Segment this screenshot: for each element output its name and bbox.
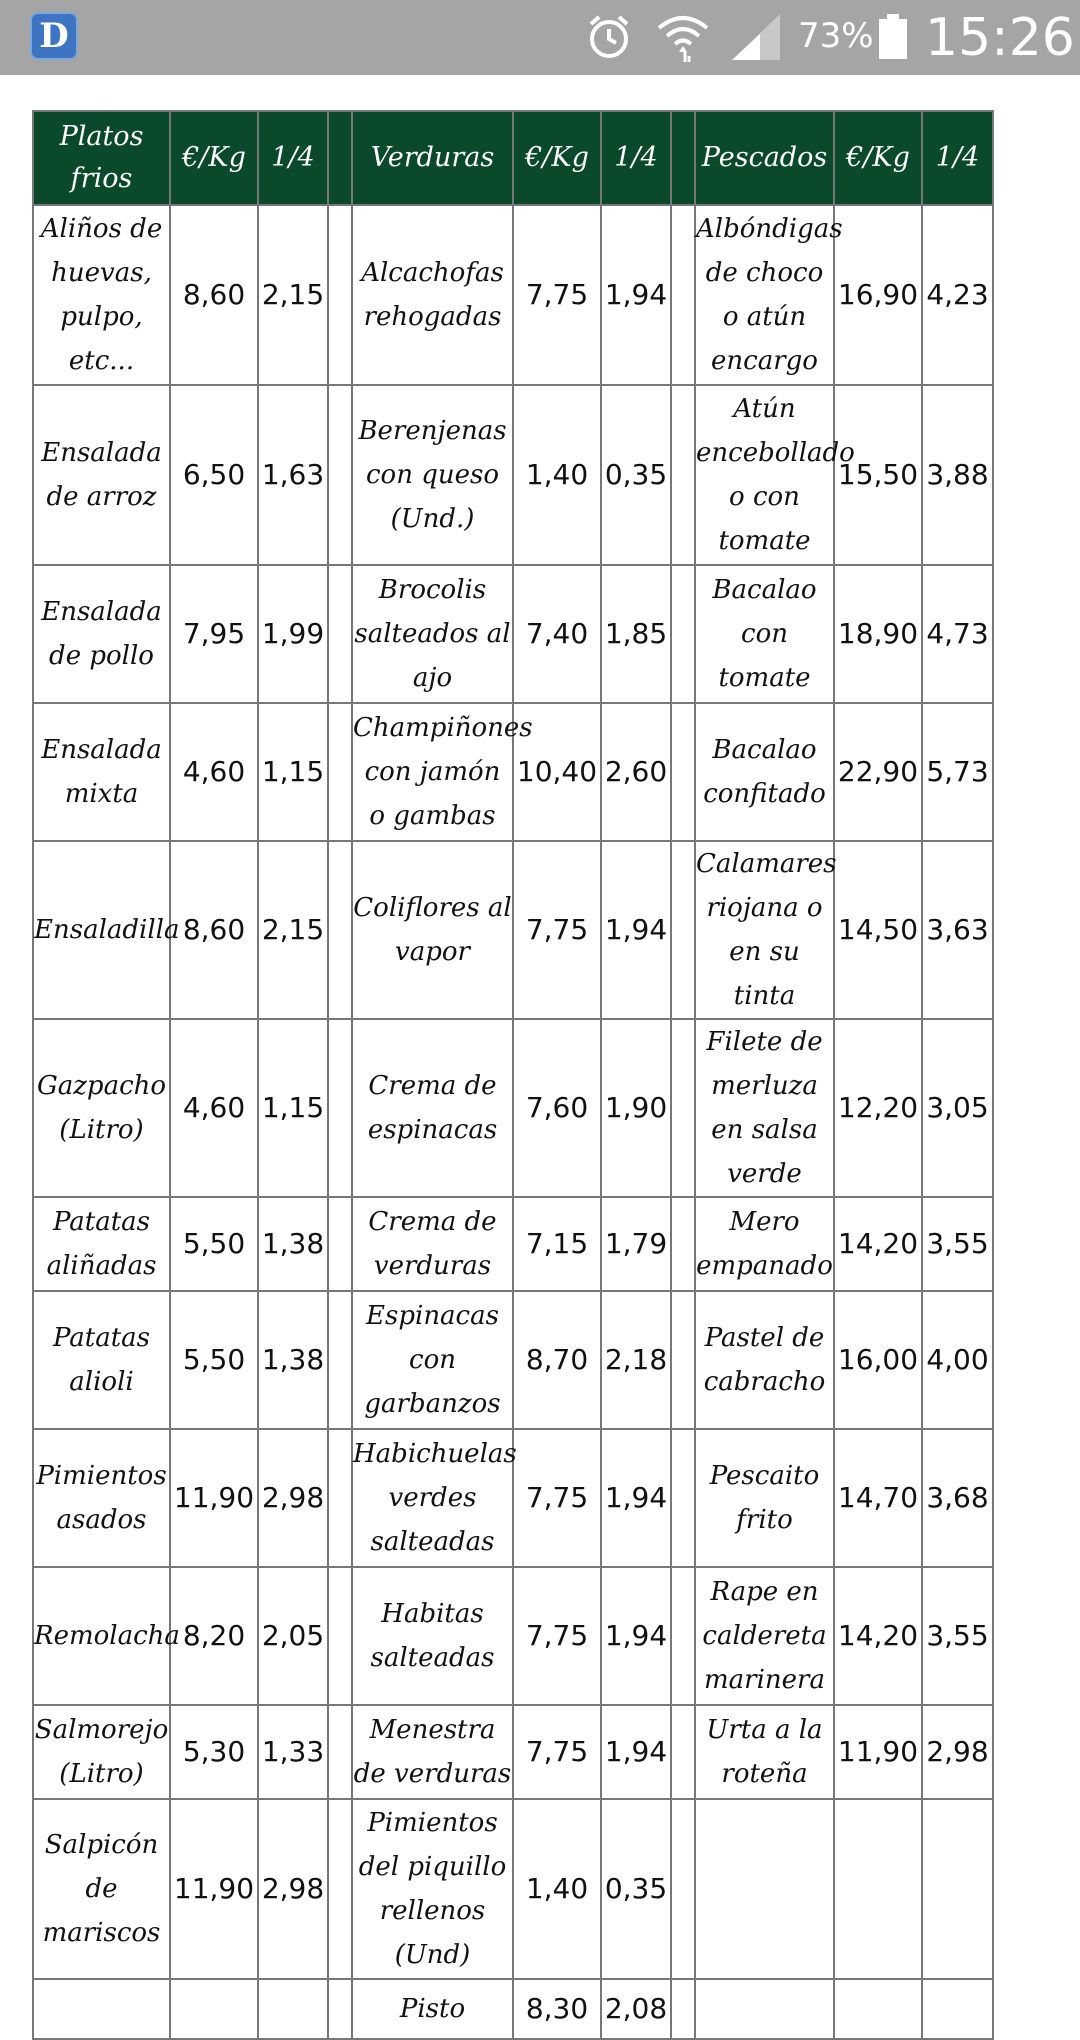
cell-price-kg: 7,75 xyxy=(513,1567,601,1705)
cell-verduras: Berenjenas con queso (Und.) xyxy=(352,385,513,565)
cell-quarter: 1,15 xyxy=(258,703,328,841)
cell-quarter: 2,05 xyxy=(258,1567,328,1705)
wifi-icon xyxy=(655,12,711,62)
column-separator xyxy=(328,1197,352,1291)
cell-verduras: Champiñones con jamón o gambas xyxy=(352,703,513,841)
cell-price-kg: 5,50 xyxy=(170,1197,258,1291)
cell-price-kg: 1,40 xyxy=(513,385,601,565)
cell-price-kg: 8,30 xyxy=(513,1979,601,2039)
cell-price-kg: 15,50 xyxy=(834,385,922,565)
cell-quarter: 4,73 xyxy=(922,565,993,703)
cell-price-kg: 7,40 xyxy=(513,565,601,703)
cell-quarter xyxy=(258,1979,328,2039)
cell-quarter: 1,94 xyxy=(601,1567,671,1705)
column-separator xyxy=(671,703,695,841)
cell-quarter: 1,85 xyxy=(601,565,671,703)
cell-price-kg: 18,90 xyxy=(834,565,922,703)
cell-quarter: 1,99 xyxy=(258,565,328,703)
cell-quarter: 1,15 xyxy=(258,1019,328,1197)
cell-quarter: 1,94 xyxy=(601,1705,671,1799)
cell-price-kg: 10,40 xyxy=(513,703,601,841)
clock: 15:26 xyxy=(925,8,1075,68)
cell-quarter: 5,73 xyxy=(922,703,993,841)
cell-pescados xyxy=(695,1799,834,1979)
column-separator xyxy=(671,385,695,565)
column-separator xyxy=(328,385,352,565)
table-row xyxy=(33,1705,993,1799)
cell-quarter: 2,60 xyxy=(601,703,671,841)
cell-pescados: Urta a la roteña xyxy=(695,1705,834,1799)
cell-pescados: Rape en caldereta marinera xyxy=(695,1567,834,1705)
cell-quarter xyxy=(922,1979,993,2039)
header-quarter: 1/4 xyxy=(922,111,993,205)
cell-quarter: 1,63 xyxy=(258,385,328,565)
alarm-icon xyxy=(585,12,633,62)
cell-verduras: Crema de espinacas xyxy=(352,1019,513,1197)
column-separator xyxy=(671,111,695,205)
column-separator xyxy=(671,1567,695,1705)
cell-quarter: 1,94 xyxy=(601,841,671,1019)
cell-quarter: 3,68 xyxy=(922,1429,993,1567)
cell-price-kg: 14,20 xyxy=(834,1197,922,1291)
cell-platos-frios: Aliños de huevas, pulpo, etc... xyxy=(33,205,170,385)
cell-price-kg: 1,40 xyxy=(513,1799,601,1979)
column-separator xyxy=(328,205,352,385)
cell-platos-frios: Pimientos asados xyxy=(33,1429,170,1567)
cell-quarter: 2,98 xyxy=(258,1799,328,1979)
cell-quarter: 2,18 xyxy=(601,1291,671,1429)
table-row xyxy=(33,385,993,565)
cell-quarter: 2,98 xyxy=(922,1705,993,1799)
cell-quarter: 4,00 xyxy=(922,1291,993,1429)
cell-quarter: 1,94 xyxy=(601,205,671,385)
table-row xyxy=(33,205,993,385)
cell-price-kg xyxy=(170,1979,258,2039)
cell-platos-frios: Patatas aliñadas xyxy=(33,1197,170,1291)
cell-price-kg: 12,20 xyxy=(834,1019,922,1197)
cell-platos-frios xyxy=(33,1979,170,2039)
cell-verduras: Coliflores al vapor xyxy=(352,841,513,1019)
cell-pescados: Pescaito frito xyxy=(695,1429,834,1567)
cell-verduras: Brocolis salteados al ajo xyxy=(352,565,513,703)
cell-price-kg: 16,90 xyxy=(834,205,922,385)
column-separator xyxy=(671,1291,695,1429)
column-separator xyxy=(328,1291,352,1429)
cell-verduras: Alcachofas rehogadas xyxy=(352,205,513,385)
cell-quarter: 3,55 xyxy=(922,1567,993,1705)
price-table xyxy=(32,110,994,2040)
header-price-kg: €/Kg xyxy=(170,111,258,205)
header-pescados: Pescados xyxy=(695,111,834,205)
table-row xyxy=(33,1291,993,1429)
status-bar xyxy=(0,0,1080,75)
cell-pescados: Calamares riojana o en su tinta xyxy=(695,841,834,1019)
battery-icon xyxy=(878,14,908,60)
cell-price-kg: 8,20 xyxy=(170,1567,258,1705)
cell-verduras: Habitas salteadas xyxy=(352,1567,513,1705)
cell-price-kg: 7,15 xyxy=(513,1197,601,1291)
column-separator xyxy=(671,1799,695,1979)
app-notification-icon: D xyxy=(30,12,78,60)
table-row xyxy=(33,703,993,841)
cell-price-kg: 22,90 xyxy=(834,703,922,841)
column-separator xyxy=(328,1019,352,1197)
cell-pescados: Pastel de cabracho xyxy=(695,1291,834,1429)
cell-quarter: 0,35 xyxy=(601,385,671,565)
cell-price-kg: 14,20 xyxy=(834,1567,922,1705)
table-row xyxy=(33,565,993,703)
cell-price-kg: 4,60 xyxy=(170,703,258,841)
cell-price-kg: 8,60 xyxy=(170,205,258,385)
battery-percent: 73% xyxy=(798,16,874,56)
cell-platos-frios: Remolacha xyxy=(33,1567,170,1705)
header-quarter: 1/4 xyxy=(601,111,671,205)
column-separator xyxy=(328,1979,352,2039)
cell-price-kg: 8,70 xyxy=(513,1291,601,1429)
cell-quarter: 1,90 xyxy=(601,1019,671,1197)
cell-platos-frios: Patatas alioli xyxy=(33,1291,170,1429)
cell-price-kg xyxy=(834,1979,922,2039)
cell-pescados: Albóndigas de choco o atún encargo xyxy=(695,205,834,385)
cell-verduras: Habichuelas verdes salteadas xyxy=(352,1429,513,1567)
cell-quarter: 2,08 xyxy=(601,1979,671,2039)
price-table-container xyxy=(32,110,992,2040)
cell-price-kg: 5,30 xyxy=(170,1705,258,1799)
table-row xyxy=(33,1567,993,1705)
cell-pescados: Filete de merluza en salsa verde xyxy=(695,1019,834,1197)
table-row xyxy=(33,1019,993,1197)
cell-quarter: 2,15 xyxy=(258,205,328,385)
cell-quarter: 3,88 xyxy=(922,385,993,565)
column-separator xyxy=(328,1705,352,1799)
cell-platos-frios: Salmorejo (Litro) xyxy=(33,1705,170,1799)
table-row xyxy=(33,1429,993,1567)
table-row xyxy=(33,1197,993,1291)
cell-price-kg: 5,50 xyxy=(170,1291,258,1429)
cell-price-kg: 7,75 xyxy=(513,1705,601,1799)
header-price-kg: €/Kg xyxy=(834,111,922,205)
column-separator xyxy=(328,1567,352,1705)
cell-platos-frios: Ensalada de pollo xyxy=(33,565,170,703)
cell-verduras: Menestra de verduras xyxy=(352,1705,513,1799)
cell-price-kg: 11,90 xyxy=(834,1705,922,1799)
header-verduras: Verduras xyxy=(352,111,513,205)
cell-price-kg: 7,75 xyxy=(513,1429,601,1567)
column-separator xyxy=(671,205,695,385)
column-separator xyxy=(328,841,352,1019)
header-quarter: 1/4 xyxy=(258,111,328,205)
cell-platos-frios: Ensalada de arroz xyxy=(33,385,170,565)
cell-quarter: 2,15 xyxy=(258,841,328,1019)
cell-price-kg: 14,50 xyxy=(834,841,922,1019)
cell-price-kg: 7,95 xyxy=(170,565,258,703)
cell-platos-frios: Ensaladilla xyxy=(33,841,170,1019)
table-row xyxy=(33,1979,993,2039)
table-header-row xyxy=(33,111,993,205)
cell-quarter: 1,38 xyxy=(258,1197,328,1291)
column-separator xyxy=(671,1979,695,2039)
cell-price-kg: 7,75 xyxy=(513,841,601,1019)
cell-platos-frios: Gazpacho (Litro) xyxy=(33,1019,170,1197)
cell-pescados: Mero empanado xyxy=(695,1197,834,1291)
column-separator xyxy=(671,1019,695,1197)
cell-price-kg: 7,60 xyxy=(513,1019,601,1197)
column-separator xyxy=(328,111,352,205)
cell-quarter: 3,55 xyxy=(922,1197,993,1291)
header-platos-frios: Platos frios xyxy=(33,111,170,205)
cell-quarter xyxy=(922,1799,993,1979)
column-separator xyxy=(671,1705,695,1799)
cell-quarter: 3,63 xyxy=(922,841,993,1019)
cell-verduras: Pimientos del piquillo rellenos (Und) xyxy=(352,1799,513,1979)
cell-pescados: Bacalao con tomate xyxy=(695,565,834,703)
column-separator xyxy=(328,1799,352,1979)
signal-icon xyxy=(730,12,782,62)
table-row xyxy=(33,1799,993,1979)
cell-pescados: Bacalao confitado xyxy=(695,703,834,841)
column-separator xyxy=(328,565,352,703)
cell-price-kg: 11,90 xyxy=(170,1429,258,1567)
cell-price-kg: 11,90 xyxy=(170,1799,258,1979)
table-row xyxy=(33,841,993,1019)
cell-price-kg: 16,00 xyxy=(834,1291,922,1429)
cell-quarter: 1,94 xyxy=(601,1429,671,1567)
column-separator xyxy=(328,1429,352,1567)
cell-price-kg xyxy=(834,1799,922,1979)
cell-price-kg: 8,60 xyxy=(170,841,258,1019)
cell-verduras: Crema de verduras xyxy=(352,1197,513,1291)
cell-pescados xyxy=(695,1979,834,2039)
column-separator xyxy=(328,703,352,841)
cell-price-kg: 4,60 xyxy=(170,1019,258,1197)
cell-quarter: 0,35 xyxy=(601,1799,671,1979)
cell-verduras: Pisto xyxy=(352,1979,513,2039)
cell-quarter: 4,23 xyxy=(922,205,993,385)
cell-price-kg: 7,75 xyxy=(513,205,601,385)
cell-quarter: 1,79 xyxy=(601,1197,671,1291)
cell-quarter: 2,98 xyxy=(258,1429,328,1567)
cell-platos-frios: Ensalada mixta xyxy=(33,703,170,841)
cell-quarter: 1,33 xyxy=(258,1705,328,1799)
column-separator xyxy=(671,565,695,703)
column-separator xyxy=(671,1197,695,1291)
cell-quarter: 1,38 xyxy=(258,1291,328,1429)
cell-price-kg: 14,70 xyxy=(834,1429,922,1567)
column-separator xyxy=(671,1429,695,1567)
cell-platos-frios: Salpicón de mariscos xyxy=(33,1799,170,1979)
column-separator xyxy=(671,841,695,1019)
cell-quarter: 3,05 xyxy=(922,1019,993,1197)
cell-verduras: Espinacas con garbanzos xyxy=(352,1291,513,1429)
cell-pescados: Atún encebollado o con tomate xyxy=(695,385,834,565)
header-price-kg: €/Kg xyxy=(513,111,601,205)
cell-price-kg: 6,50 xyxy=(170,385,258,565)
